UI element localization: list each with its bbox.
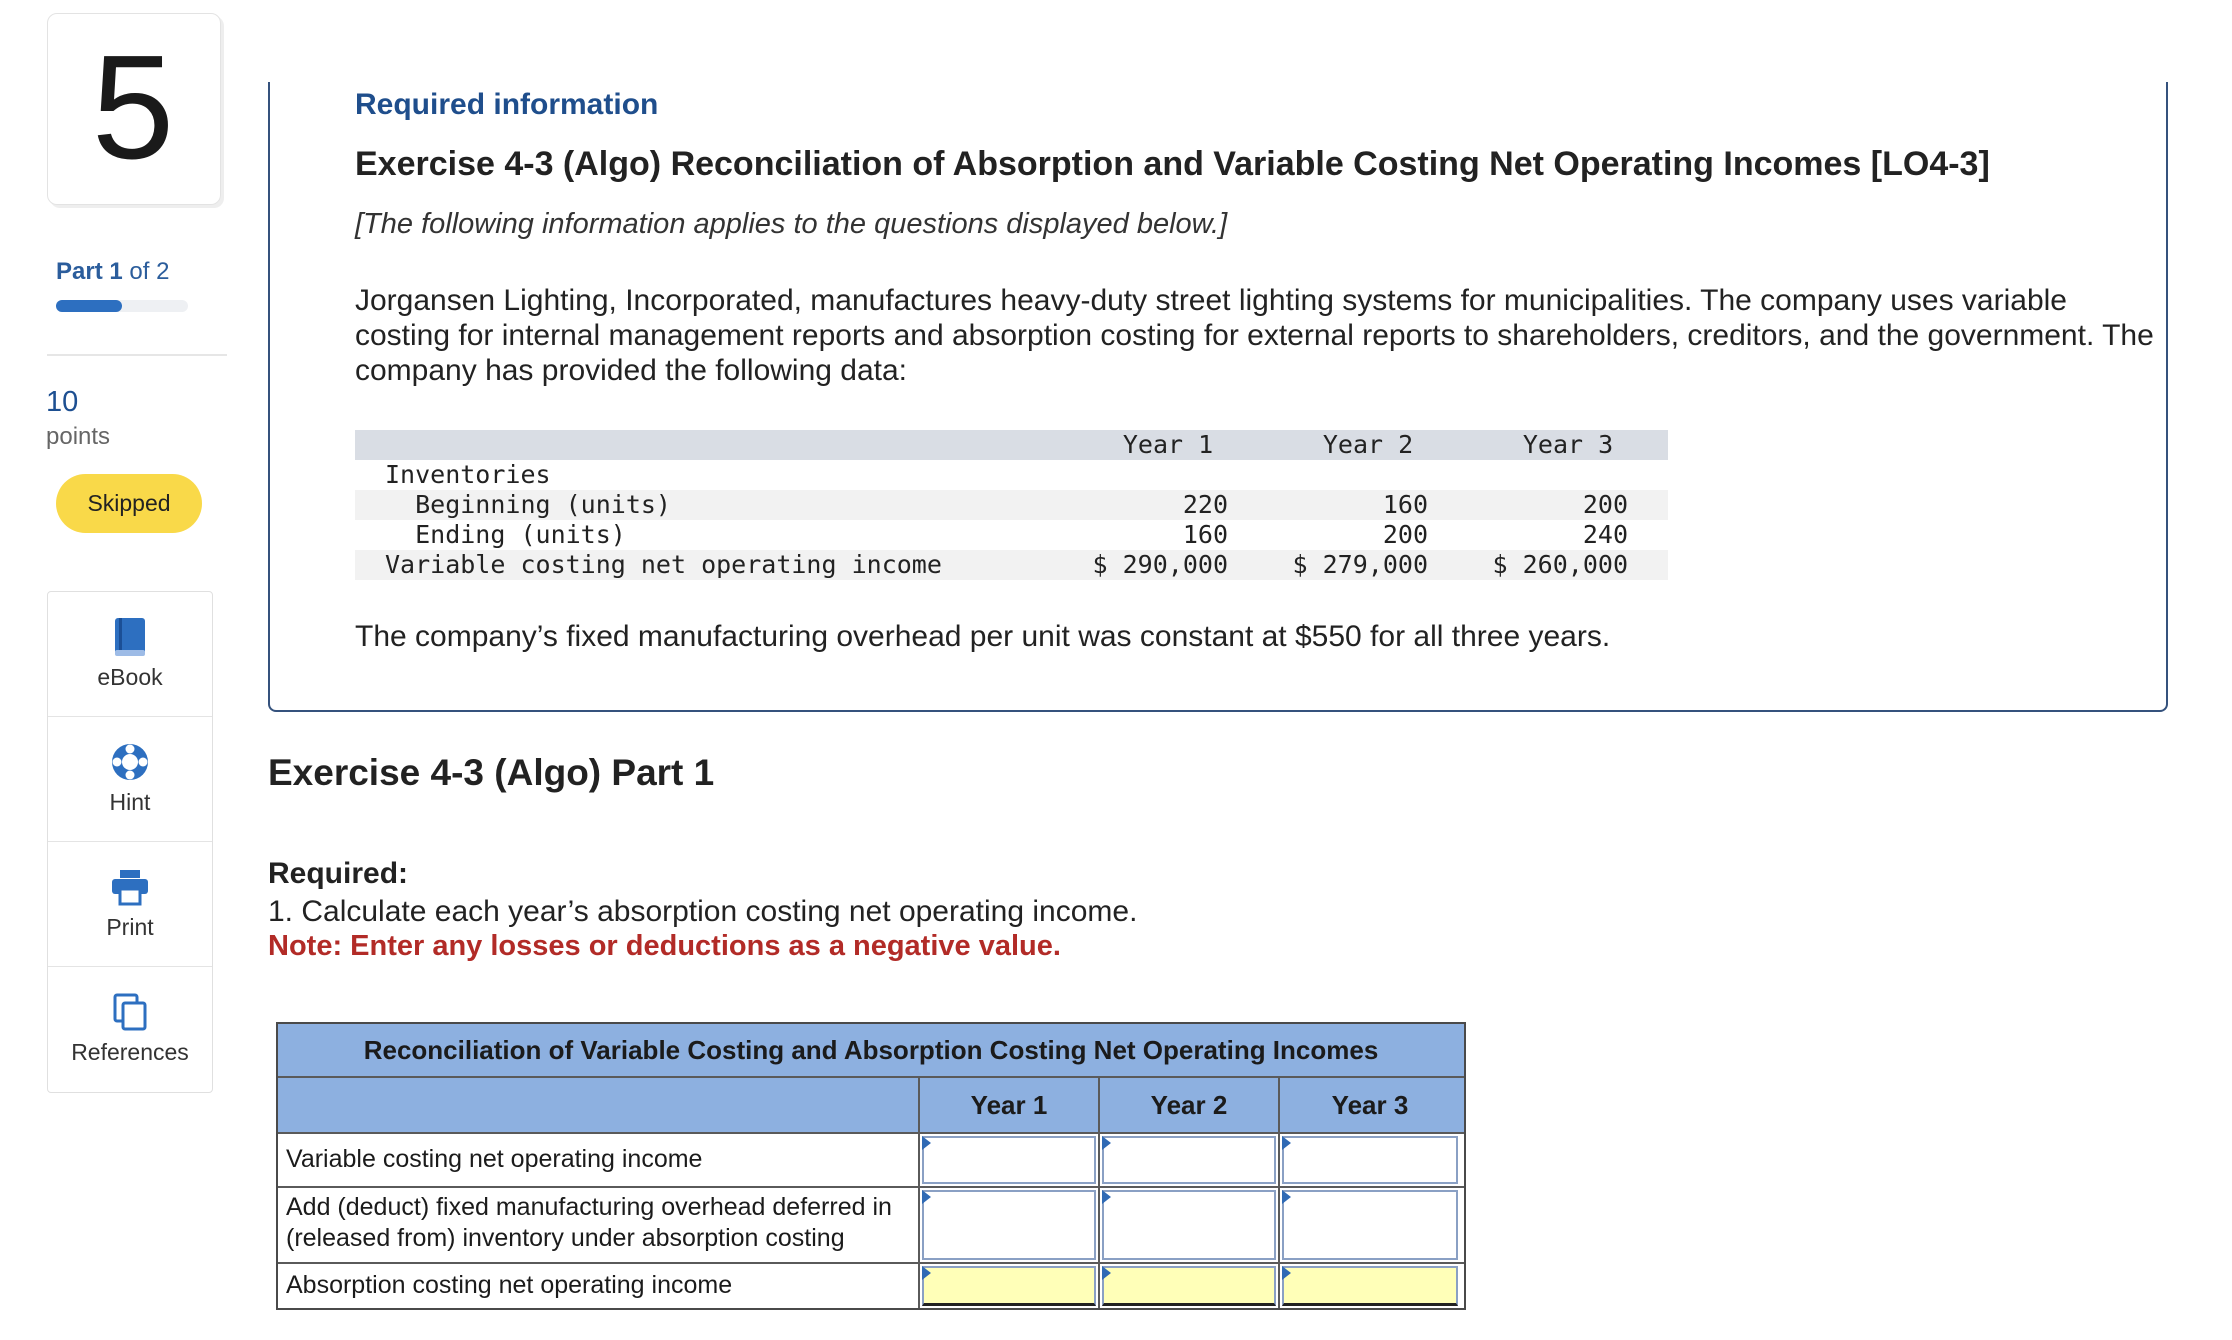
given-row-label: Beginning (units) — [355, 490, 1068, 520]
input-marker-icon — [1282, 1190, 1291, 1204]
year-2-cell — [1100, 1134, 1280, 1186]
negative-value-note: Note: Enter any losses or deductions as a negative value. — [268, 930, 1061, 962]
given-data-corner — [355, 430, 1068, 460]
reconciliation-header-row — [278, 1078, 1464, 1134]
given-group-row — [355, 460, 1668, 490]
ebook-label: eBook — [97, 664, 163, 690]
given-header-year-3: Year 3 — [1468, 430, 1668, 460]
row-label-variable-costing-noi: Variable costing net operating income — [278, 1134, 920, 1186]
input-marker-icon — [1102, 1136, 1111, 1150]
input-marker-icon — [1282, 1266, 1291, 1280]
variable-noi-year-2-input[interactable] — [1102, 1136, 1276, 1184]
year-3-cell — [1280, 1188, 1460, 1262]
year-1-cell — [920, 1264, 1100, 1308]
given-cell: $ 290,000 — [1068, 550, 1268, 580]
hint-button[interactable] — [48, 717, 212, 842]
tool-panel — [47, 591, 213, 1093]
absorption-noi-year-3-input[interactable] — [1282, 1266, 1458, 1306]
part-current: 1 — [109, 258, 123, 285]
given-data-header — [355, 430, 1668, 460]
given-cell: 200 — [1382, 520, 1428, 549]
absorption-noi-year-1-input[interactable] — [922, 1266, 1096, 1306]
reconciliation-table — [276, 1022, 1466, 1310]
overhead-deferred-year-1-input[interactable] — [922, 1190, 1096, 1260]
fixed-overhead-note: The company’s fixed manufacturing overhead per unit was constant at $550 for all three years. — [355, 620, 1611, 653]
year-3-cell — [1280, 1134, 1460, 1186]
applies-note: [The following information applies to the questions displayed below.] — [355, 208, 1228, 240]
ebook-button[interactable] — [48, 592, 212, 717]
table-row — [278, 1134, 1464, 1188]
overhead-deferred-year-2-input[interactable] — [1102, 1190, 1276, 1260]
table-row — [278, 1264, 1464, 1308]
variable-noi-year-3-input[interactable] — [1282, 1136, 1458, 1184]
lifebuoy-icon — [48, 741, 212, 783]
required-information-heading: Required information — [355, 88, 659, 121]
absorption-noi-year-2-input[interactable] — [1102, 1266, 1276, 1306]
given-cell: 200 — [1468, 490, 1668, 520]
given-cell: $ 260,000 — [1468, 550, 1668, 580]
input-marker-icon — [922, 1266, 931, 1280]
year-1-cell — [920, 1134, 1100, 1186]
given-data-row — [355, 520, 1668, 550]
input-marker-icon — [922, 1136, 931, 1150]
row-label-overhead-deferred: Add (deduct) fixed manufacturing overhead deferred in (released from) inventory under absorption costing — [278, 1188, 920, 1262]
problem-paragraph: Jorgansen Lighting, Incorporated, manufactures heavy-duty street lighting systems for municipalities. The company uses variable costing for internal management reports and absorption costing for external reports to shareholders, creditors, and the government. The company has provided the following data: — [355, 284, 2154, 387]
input-marker-icon — [922, 1190, 931, 1204]
given-cell: $ 279,000 — [1268, 550, 1468, 580]
part-indicator — [56, 258, 169, 286]
copy-icon — [48, 991, 212, 1033]
year-2-cell — [1100, 1264, 1280, 1308]
year-1-cell — [920, 1188, 1100, 1262]
given-row-label: Ending (units) — [385, 520, 626, 549]
header-blank-cell — [278, 1078, 920, 1132]
column-header-year-2: Year 2 — [1100, 1078, 1280, 1132]
given-cell: 240 — [1582, 520, 1628, 549]
given-data-row — [355, 490, 1668, 520]
given-row-label: Variable costing net operating income — [355, 550, 1068, 580]
overhead-deferred-year-3-input[interactable] — [1282, 1190, 1458, 1260]
hint-label: Hint — [109, 789, 151, 815]
points-label: points — [46, 423, 111, 450]
column-header-year-1: Year 1 — [920, 1078, 1100, 1132]
input-marker-icon — [1102, 1266, 1111, 1280]
part-suffix: of 2 — [129, 258, 170, 285]
print-button[interactable] — [48, 842, 212, 967]
variable-noi-year-1-input[interactable] — [922, 1136, 1096, 1184]
reconciliation-table-title: Reconciliation of Variable Costing and Absorption Costing Net Operating Incomes — [278, 1024, 1464, 1078]
given-data-table — [355, 430, 1668, 580]
part-prefix: Part — [56, 258, 103, 285]
part-progress-bar — [56, 300, 188, 312]
references-button[interactable] — [48, 967, 212, 1091]
rail-divider — [47, 354, 227, 356]
required-text: 1. Calculate each year’s absorption costing net operating income. — [268, 895, 1138, 928]
year-3-cell — [1280, 1264, 1460, 1308]
part-progress-fill — [56, 300, 122, 312]
given-data-row — [355, 550, 1668, 580]
column-header-year-3: Year 3 — [1331, 1090, 1409, 1120]
question-number: 5 — [91, 25, 175, 190]
points-value: 10 — [46, 386, 79, 418]
status-badge[interactable]: Skipped — [56, 474, 202, 533]
row-label-absorption-costing-noi: Absorption costing net operating income — [278, 1264, 920, 1308]
table-row — [278, 1188, 1464, 1264]
required-label: Required: — [268, 857, 409, 890]
year-2-cell — [1100, 1188, 1280, 1262]
given-cell: 160 — [1182, 520, 1228, 549]
input-marker-icon — [1102, 1190, 1111, 1204]
input-marker-icon — [1282, 1136, 1291, 1150]
print-label: Print — [106, 914, 154, 940]
printer-icon — [48, 866, 212, 908]
exercise-title: Exercise 4-3 (Algo) Reconciliation of Absorption and Variable Costing Net Operating Incomes [LO4-3] — [355, 145, 1990, 183]
references-label: References — [71, 1039, 189, 1065]
part-title: Exercise 4-3 (Algo) Part 1 — [268, 752, 715, 793]
given-cell: 220 — [1068, 490, 1268, 520]
given-cell: 160 — [1268, 490, 1468, 520]
given-header-year-1: Year 1 — [1068, 430, 1268, 460]
given-header-year-2: Year 2 — [1268, 430, 1468, 460]
given-group-label: Inventories — [385, 460, 551, 489]
book-icon — [48, 616, 212, 658]
